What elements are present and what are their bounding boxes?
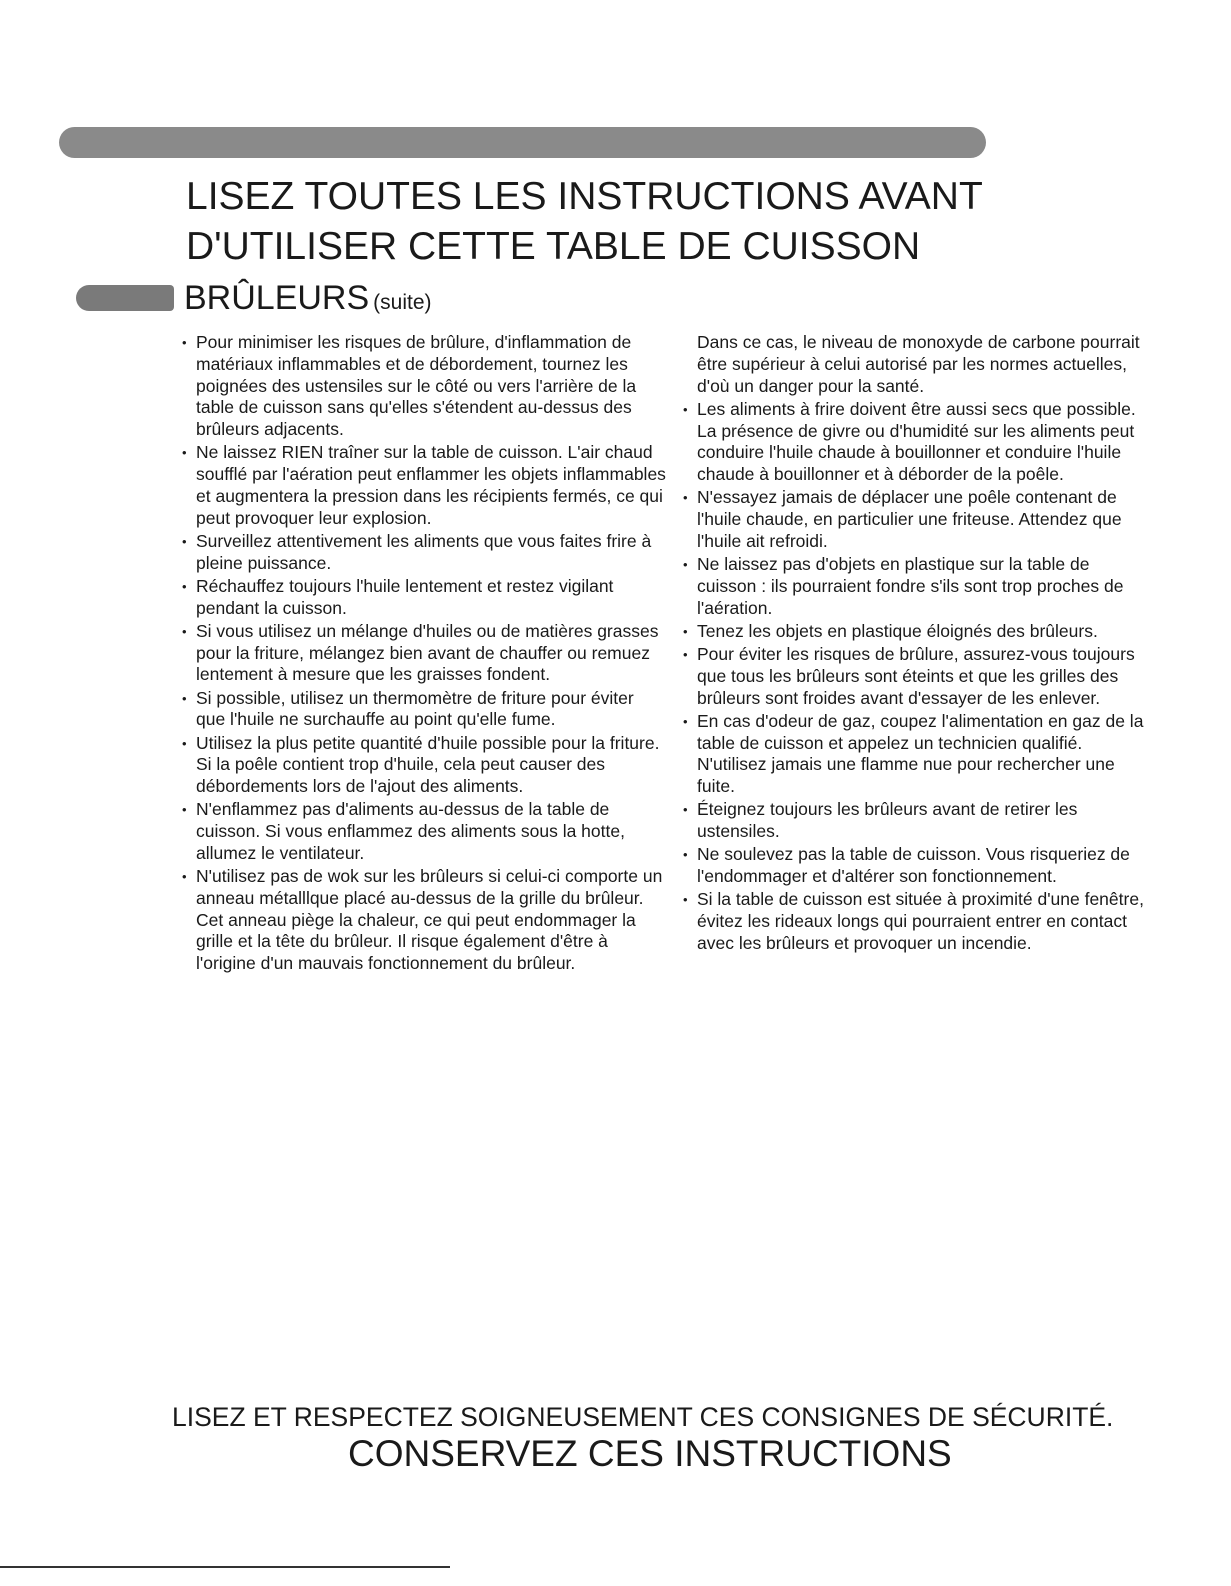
list-item: • Ne laissez pas d'objets en plastique sur la table de cuisson : ils pourraient fondre s'ils sont trop proches de l'aération. [683,554,1153,619]
list-item: • N'enflammez pas d'aliments au-dessus de la table de cuisson. Si vous enflammez des aliments sous la hotte, allumez le ventilateur. [182,799,667,864]
header-decorative-bar [59,127,986,158]
list-item: • Éteignez toujours les brûleurs avant de retirer les ustensiles. [683,799,1153,843]
page-title-line-1: LISEZ TOUTES LES INSTRUCTIONS AVANT [186,175,983,218]
list-item: • N'essayez jamais de déplacer une poêle contenant de l'huile chaude, en particulier une friteuse. Attendez que l'huile ait refroidi. [683,487,1153,552]
footer-safety-notice: LISEZ ET RESPECTEZ SOIGNEUSEMENT CES CONSIGNES DE SÉCURITÉ. [172,1402,1114,1432]
right-column-list [683,332,1153,956]
list-item: • Si possible, utilisez un thermomètre de friture pour éviter que l'huile ne surchauffe au point qu'elle fume. [182,688,667,732]
list-item: • Les aliments à frire doivent être aussi secs que possible. La présence de givre ou d'humidité sur les aliments peut conduire l'huile chaude à bouillonner et conduire l'huile chaude à bouillonner et à déborder de la poêle. [683,399,1153,486]
section-title-suffix: (suite) [373,291,432,314]
footer-keep-instructions: CONSERVEZ CES INSTRUCTIONS [348,1433,952,1474]
page-title [186,172,1146,272]
bottom-divider [0,1566,450,1568]
list-item: • En cas d'odeur de gaz, coupez l'alimentation en gaz de la table de cuisson et appelez un technicien qualifié. N'utilisez jamais une flamme nue pour rechercher une fuite. [683,711,1153,798]
list-item: • Tenez les objets en plastique éloignés des brûleurs. [683,621,1153,643]
list-item: • Ne soulevez pas la table de cuisson. Vous risqueriez de l'endommager et d'altérer son fonctionnement. [683,844,1153,888]
left-column-list [182,332,667,976]
list-item: • Si vous utilisez un mélange d'huiles ou de matières grasses pour la friture, mélangez bien avant de chauffer ou remuez lentement à mesure que les graisses fondent. [182,621,667,686]
list-item: • Pour éviter les risques de brûlure, assurez-vous toujours que tous les brûleurs sont éteints et que les grilles des brûleurs sont froides avant d'essayer de les enlever. [683,644,1153,709]
list-item: • N'utilisez pas de wok sur les brûleurs si celui-ci comporte un anneau métalllque placé au-dessus de la grille du brûleur. Cet anneau piège la chaleur, ce qui peut endommager la grille et la tête du brûleur. Il risque également d'être à l'origine d'un mauvais fonctionnement du brûleur. [182,866,667,975]
section-marker-tab [76,285,174,311]
list-item: • Utilisez la plus petite quantité d'huile possible pour la friture. Si la poêle contient trop d'huile, cela peut causer des débordements lors de l'ajout des aliments. [182,733,667,798]
section-title [184,276,432,325]
list-item: • Ne laissez RIEN traîner sur la table de cuisson. L'air chaud soufflé par l'aération peut enflammer les objets inflammables et augmentera la pression dans les récipients fermés, ce qui peut provoquer leur explosion. [182,442,667,529]
list-item: • Si la table de cuisson est située à proximité d'une fenêtre, évitez les rideaux longs qui pourraient entrer en contact avec les brûleurs et provoquer un incendie. [683,889,1153,954]
list-item-continuation: Dans ce cas, le niveau de monoxyde de carbone pourrait être supérieur à celui autorisé par les normes actuelles, d'où un danger pour la santé. [697,332,1140,396]
list-item: • Pour minimiser les risques de brûlure, d'inflammation de matériaux inflammables et de débordement, tournez les poignées des ustensiles sur le côté ou vers l'arrière de la table de cuisson sans qu'elles s'étendent au-dessus des brûleurs adjacents. [182,332,667,441]
list-item: • Réchauffez toujours l'huile lentement et restez vigilant pendant la cuisson. [182,576,667,620]
page-title-line-2: D'UTILISER CETTE TABLE DE CUISSON [186,225,921,268]
section-title-text: BRÛLEURS [184,279,370,317]
list-item: • Surveillez attentivement les aliments que vous faites frire à pleine puissance. [182,531,667,575]
